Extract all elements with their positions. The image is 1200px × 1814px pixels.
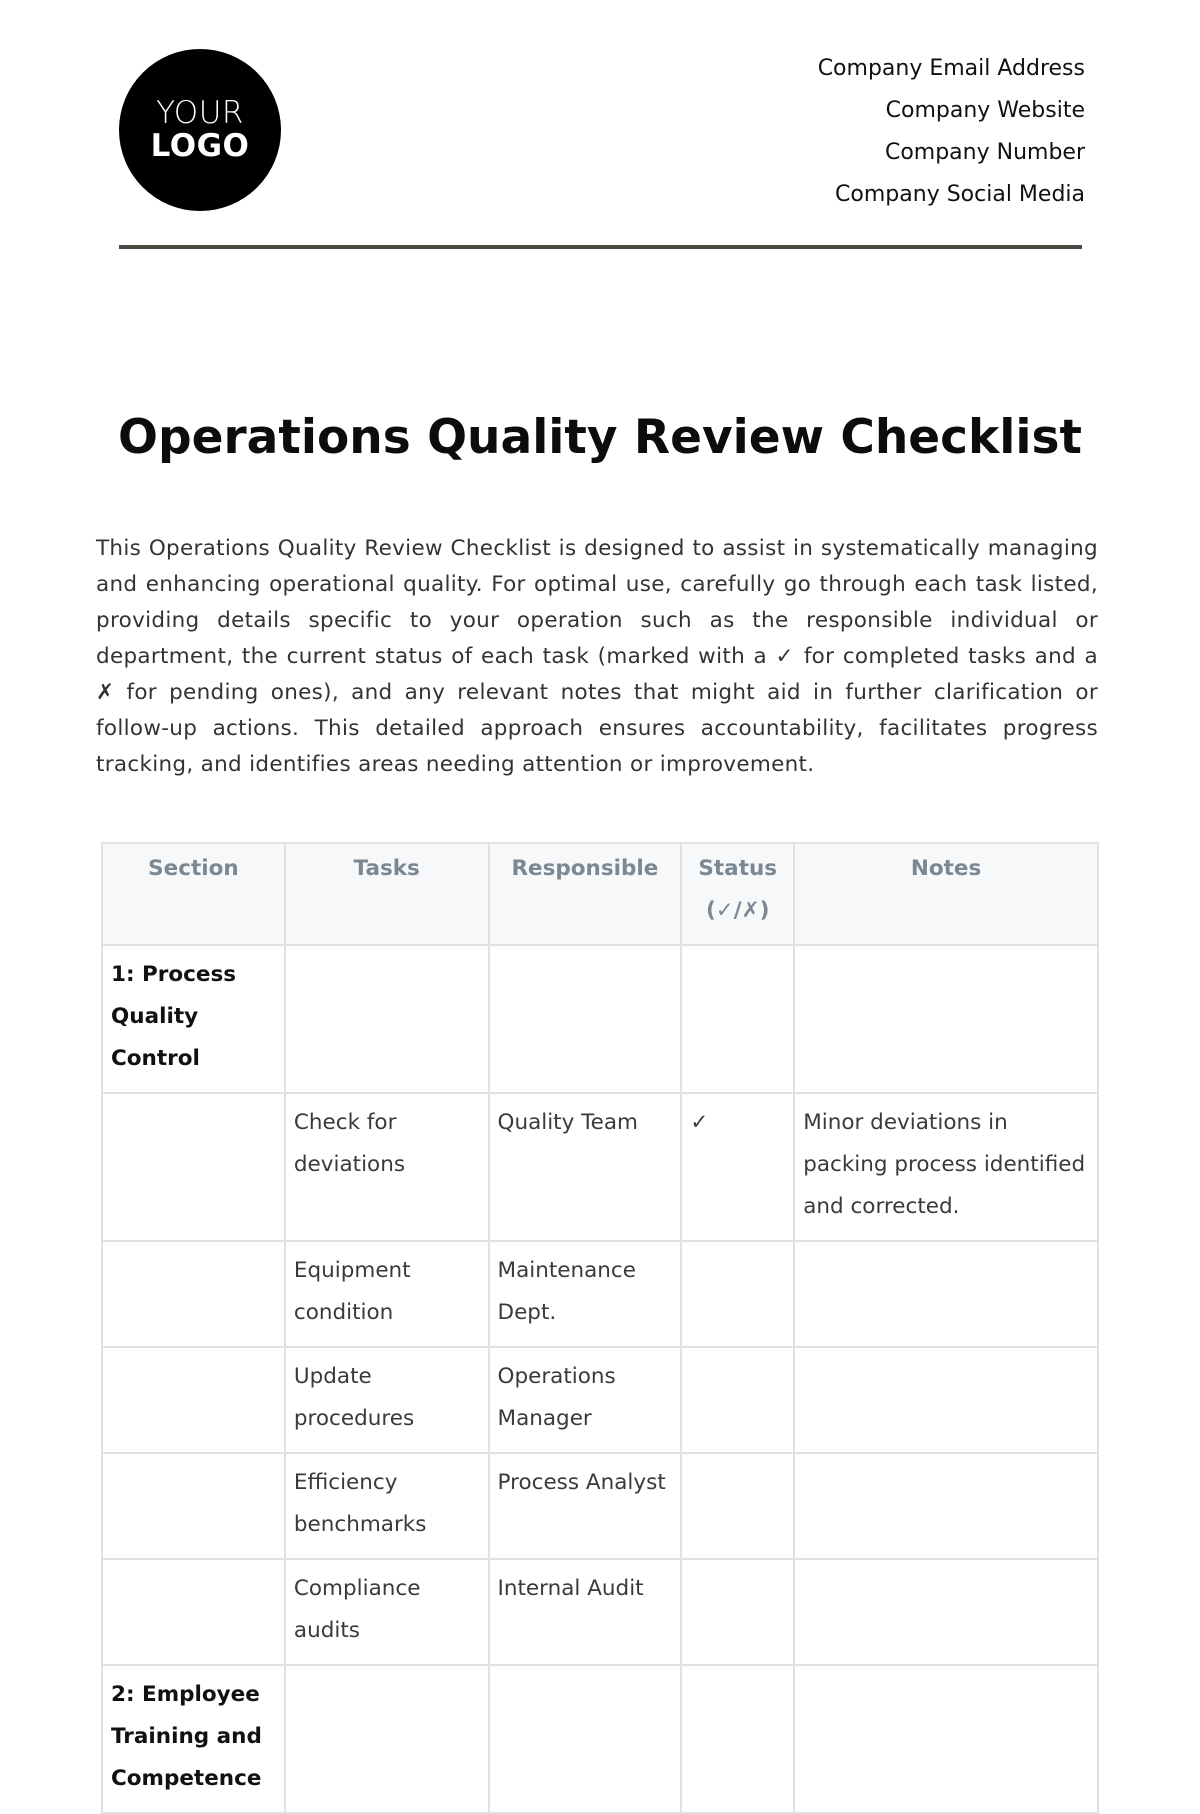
- section-cell: [102, 1559, 285, 1665]
- logo-text-line1: YOUR: [156, 95, 244, 132]
- table-row: [102, 1093, 1098, 1241]
- notes-cell: [794, 1347, 1098, 1453]
- status-cell: [681, 945, 794, 1093]
- task-cell: Update procedures: [285, 1347, 489, 1453]
- intro-paragraph: This Operations Quality Review Checklist is designed to assist in systematically managing and enhancing operational quality. For optimal use, carefully go through each task listed, providing details specific to your operation such as the responsible individual or department, the current status of each task (marked with a ✓ for completed tasks and a ✗ for pending ones), and any relevant notes that might aid in further clarification or follow-up actions. This detailed approach ensures accountability, facilitates progress tracking, and identifies areas needing attention or improvement.: [96, 536, 1098, 777]
- header-status: Status (✓/✗): [681, 843, 794, 945]
- logo-text-line2: LOGO: [150, 128, 250, 164]
- company-number: Company Number: [884, 140, 1085, 165]
- notes-cell: [794, 945, 1098, 1093]
- notes-cell: [794, 1241, 1098, 1347]
- table-row: [102, 1665, 1098, 1813]
- company-social-media: Company Social Media: [835, 182, 1085, 207]
- table-row: [102, 1453, 1098, 1559]
- responsible-cell: Maintenance Dept.: [489, 1241, 682, 1347]
- responsible-cell: Internal Audit: [489, 1559, 682, 1665]
- company-website: Company Website: [885, 98, 1085, 123]
- task-cell: [285, 945, 489, 1093]
- table-header-row: [102, 843, 1098, 945]
- section-cell: 2: Employee Training and Competence: [102, 1665, 285, 1813]
- section-cell: 1: Process Quality Control: [102, 945, 285, 1093]
- notes-cell: [794, 1559, 1098, 1665]
- status-cell: [681, 1453, 794, 1559]
- responsible-cell: [489, 945, 682, 1093]
- status-cell: ✓: [681, 1093, 794, 1241]
- company-logo: [119, 49, 281, 211]
- notes-cell: [794, 1665, 1098, 1813]
- section-cell: [102, 1093, 285, 1241]
- responsible-cell: Quality Team: [489, 1093, 682, 1241]
- company-contact-block: [818, 52, 1085, 220]
- page-title: Operations Quality Review Checklist: [118, 410, 1082, 465]
- notes-cell: Minor deviations in packing process identified and corrected.: [794, 1093, 1098, 1241]
- section-cell: [102, 1453, 285, 1559]
- table-row: [102, 1241, 1098, 1347]
- company-email: Company Email Address: [817, 56, 1085, 81]
- section-cell: [102, 1241, 285, 1347]
- responsible-cell: Process Analyst: [489, 1453, 682, 1559]
- task-cell: Check for deviations: [285, 1093, 489, 1241]
- header-divider: [119, 245, 1082, 249]
- status-cell: [681, 1241, 794, 1347]
- status-cell: [681, 1665, 794, 1813]
- task-cell: Compliance audits: [285, 1559, 489, 1665]
- responsible-cell: [489, 1665, 682, 1813]
- task-cell: Efficiency benchmarks: [285, 1453, 489, 1559]
- status-cell: [681, 1559, 794, 1665]
- status-cell: [681, 1347, 794, 1453]
- table-row: [102, 1559, 1098, 1665]
- table-row: [102, 1347, 1098, 1453]
- checklist-table: [101, 842, 1099, 1814]
- responsible-cell: Operations Manager: [489, 1347, 682, 1453]
- header-section: Section: [102, 843, 285, 945]
- section-cell: [102, 1347, 285, 1453]
- header-tasks: Tasks: [285, 843, 489, 945]
- task-cell: Equipment condition: [285, 1241, 489, 1347]
- task-cell: [285, 1665, 489, 1813]
- header-notes: Notes: [794, 843, 1098, 945]
- table-row: [102, 945, 1098, 1093]
- notes-cell: [794, 1453, 1098, 1559]
- header-responsible: Responsible: [489, 843, 682, 945]
